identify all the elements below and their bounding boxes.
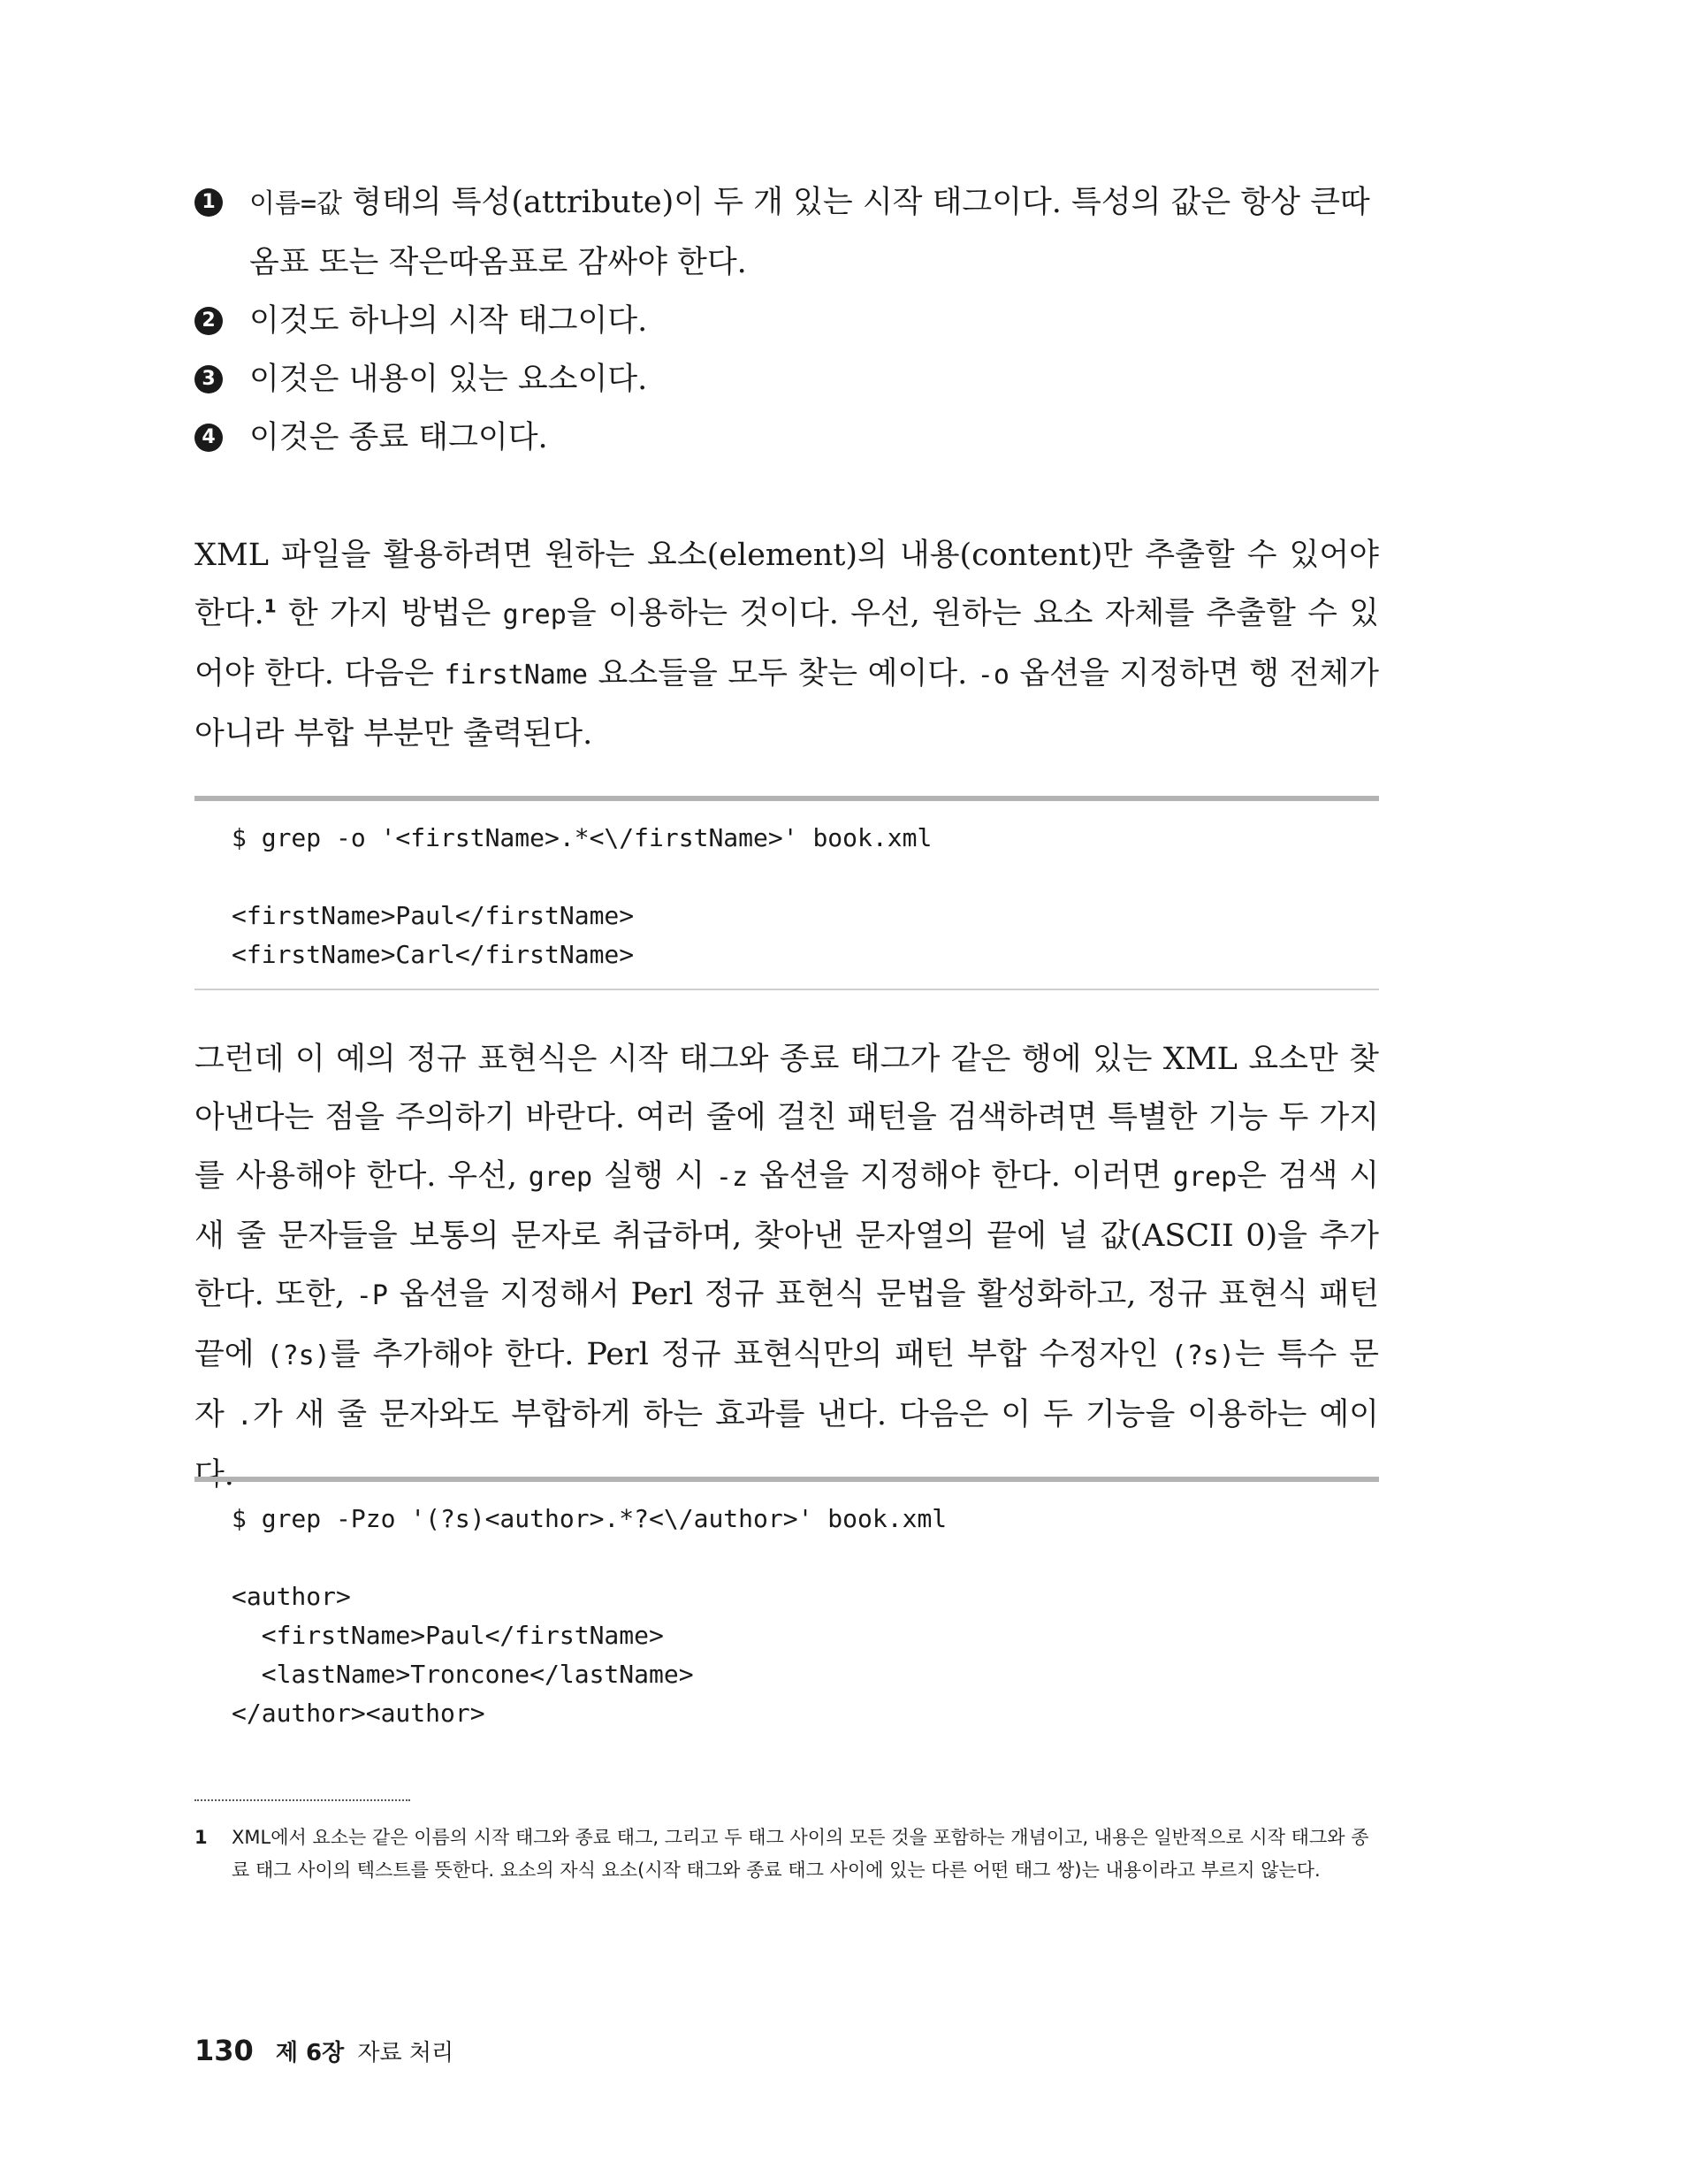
text-run: 옵션을 지정해야 한다. 이러면 (748, 1158, 1173, 1194)
callout-number-1-icon: 1 (194, 188, 223, 217)
code-listing (194, 801, 1379, 974)
code-output-line: <author> (232, 1582, 351, 1611)
inline-code: -z (715, 1162, 749, 1193)
page-footer (194, 2034, 453, 2067)
inline-code: -o (977, 660, 1009, 691)
callout-item-4 (194, 409, 1379, 467)
footnote-reference[interactable]: 1 (263, 595, 277, 617)
text-run: XML 파일을 활용하려면 원하는 요소(element)의 내용(content)만 추출할 수 있어야 한다. (194, 538, 1379, 631)
inline-code: grep (502, 599, 567, 630)
inline-code: . (236, 1401, 253, 1432)
text-run: 가 새 줄 문자와도 부합하게 하는 효과를 낸다. 다음은 이 두 기능을 이용하는 예이다. (194, 1397, 1379, 1493)
text-run: 요소들을 모두 찾는 예이다. (588, 656, 978, 691)
inline-code: grep (1172, 1162, 1238, 1193)
inline-code: 이름=값 (249, 188, 343, 219)
code-output-line: <firstName>Carl</firstName> (232, 940, 635, 969)
callout-item-2 (194, 292, 1379, 350)
text-run: 옵션을 지정하면 행 전체가 아니라 부합 부분만 출력된다. (194, 656, 1379, 752)
inline-code: grep (528, 1162, 593, 1193)
code-command: $ grep -Pzo '(?s)<author>.*?<\/author>' book.xml (232, 1504, 948, 1533)
text-run: 한 가지 방법은 (276, 596, 503, 631)
callout-number-2-icon: 2 (194, 307, 223, 335)
body-paragraph-1 (194, 526, 1379, 763)
inline-code: -P (355, 1280, 388, 1311)
code-block-2 (194, 1477, 1379, 1745)
text-run: 을 이용하는 것이다. 우선, 원하는 요소 자체를 추출할 수 있어야 한다. 다음은 (194, 596, 1379, 691)
callout-text: 형태의 특성(attribute)이 두 개 있는 시작 태그이다. 특성의 값은 항상 큰따옴표 또는 작은따옴표로 감싸야 한다. (249, 185, 1370, 280)
chapter-title: 자료 처리 (357, 2040, 454, 2066)
callout-item-3 (194, 350, 1379, 409)
footnote-divider (194, 1799, 410, 1801)
callout-text: 이것은 내용이 있는 요소이다. (249, 362, 648, 397)
callout-number-4-icon: 4 (194, 424, 223, 452)
callout-number-3-icon: 3 (194, 365, 223, 393)
footnote-number: 1 (194, 1827, 208, 1848)
code-output-line: <firstName>Paul</firstName> (232, 1621, 664, 1650)
inline-code: (?s) (266, 1340, 331, 1371)
code-listing (194, 1482, 1379, 1733)
text-run: 실행 시 (592, 1158, 716, 1194)
code-output-line: </author><author> (232, 1699, 485, 1728)
callout-list (194, 173, 1379, 467)
code-output-line: <firstName>Paul</firstName> (232, 901, 635, 930)
code-output-line: <lastName>Troncone</lastName> (232, 1660, 694, 1689)
text-run: 옵션을 지정해서 Perl 정규 표현식 문법을 활성화하고, 정규 표현식 패턴 끝에 (194, 1277, 1379, 1372)
footnote-text: XML에서 요소는 같은 이름의 시작 태그와 종료 태그, 그리고 두 태그 사이의 모든 것을 포함하는 개념이고, 내용은 일반적으로 시작 태그와 종료 태그 사이의 텍스트를 뜻한다. 요소의 자식 요소(시작 태그와 종료 태그 사이에 있는 다른 어떤 태그 쌍)는 내용이라고 부르지 않는다. (232, 1827, 1369, 1881)
code-block-1 (194, 796, 1379, 990)
code-command: $ grep -o '<firstName>.*<\/firstName>' book.xml (232, 823, 933, 852)
text-run: 를 추가해야 한다. Perl 정규 표현식만의 패턴 부합 수정자인 (330, 1337, 1171, 1372)
text-run: 은 검색 시 새 줄 문자들을 보통의 문자로 취급하며, 찾아낸 문자열의 끝에 널 값(ASCII 0)을 추가한다. 또한, (194, 1158, 1380, 1312)
callout-text: 이것도 하나의 시작 태그이다. (249, 303, 648, 339)
callout-text: 이것은 종료 태그이다. (249, 420, 548, 455)
text-run: 그런데 이 예의 정규 표현식은 시작 태그와 종료 태그가 같은 행에 있는 XML 요소만 찾아낸다는 점을 주의하기 바란다. 여러 줄에 걸친 패턴을 검색하려면 특별한 기능 두 가지를 사용해야 한다. 우선, (194, 1042, 1380, 1194)
chapter-label: 제 6장 (275, 2040, 345, 2066)
inline-code: firstName (444, 660, 588, 691)
body-paragraph-2 (194, 1030, 1379, 1504)
callout-item-1 (194, 173, 1379, 292)
text-run: 는 특수 문자 (194, 1337, 1379, 1432)
inline-code: (?s) (1170, 1340, 1235, 1371)
footnote (194, 1821, 1379, 1887)
page-number: 130 (194, 2034, 254, 2067)
